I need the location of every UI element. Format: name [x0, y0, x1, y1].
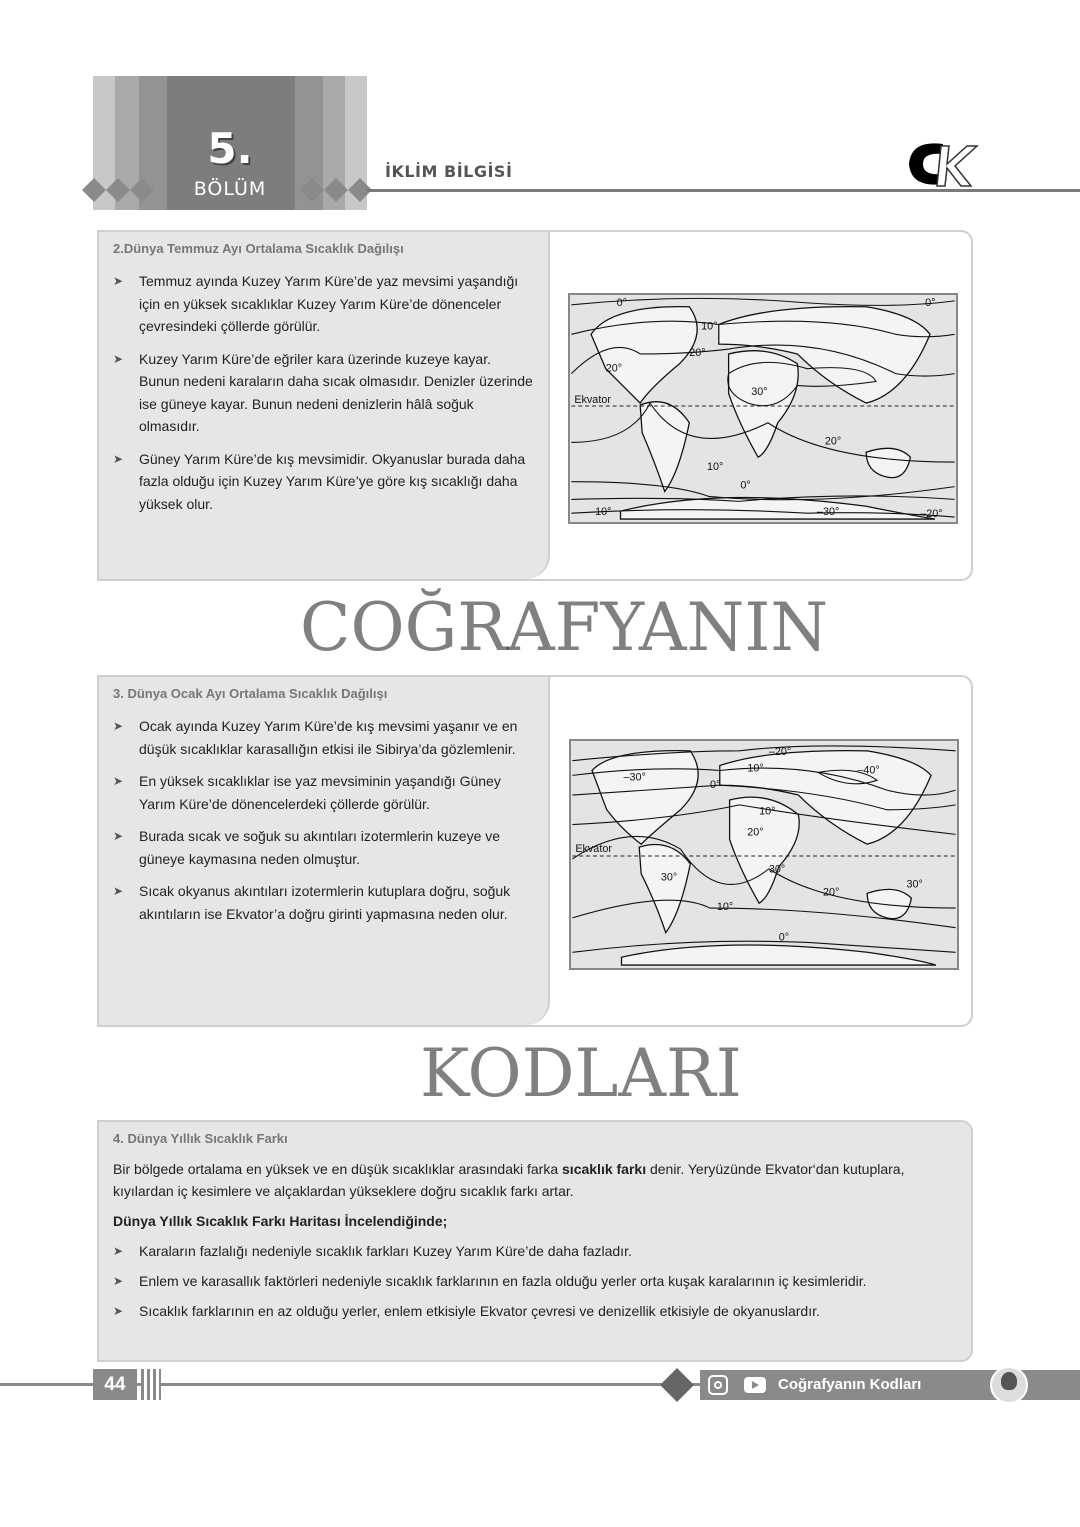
ck-logo	[903, 138, 983, 190]
section-annual-temperature-range	[97, 1120, 973, 1362]
intro-paragraph: Bir bölgede ortalama en yüksek ve en düşük sıcaklıklar arasındaki farka sıcaklık farkı denir. Yeryüzünde Ekvator‘dan kutuplara, kıyılardan iç kesimlere ve alçaklardan yükseklere doğru sıcaklık farkı artar.	[113, 1161, 905, 1199]
january-isotherm-map	[569, 739, 959, 970]
youtube-icon[interactable]	[744, 1377, 766, 1393]
isotherm-label: –40°	[857, 764, 880, 777]
isotherm-label: –10°	[741, 762, 764, 775]
subheading: Dünya Yıllık Sıcaklık Farkı Haritası İncelendiğinde;	[113, 1213, 448, 1229]
bullet-item: ➤ Güney Yarım Küre’de kış mevsimidir. Okyanuslar burada daha fazla olduğu için Kuzey Yarım Küre’ye göre kış sıcaklığı daha yüksek olur.	[113, 448, 533, 516]
bullet-item: ➤ Temmuz ayında Kuzey Yarım Küre’de yaz mevsimi yaşandığı için en yüksek sıcaklıklar Kuzey Yarım Küre’de dönenceler çevresindeki çöllerde görülür.	[113, 270, 533, 338]
section-july-temperature	[97, 230, 973, 581]
arrow-icon: ➤	[113, 884, 124, 898]
instagram-icon[interactable]	[708, 1375, 728, 1395]
isotherm-label: –30°	[623, 771, 646, 784]
isotherm-label: 30°	[751, 386, 768, 399]
section-title: 3. Dünya Ocak Ayı Ortalama Sıcaklık Dağılışı	[113, 686, 388, 701]
isotherm-label: –20°	[768, 745, 792, 758]
isotherm-label: 0°	[778, 931, 790, 944]
arrow-icon: ➤	[113, 1244, 124, 1258]
isotherm-label: –30°	[817, 506, 840, 519]
text-panel	[99, 677, 550, 1025]
arrow-icon: ➤	[113, 274, 124, 288]
isotherm-label: –20°	[920, 508, 943, 521]
isotherm-label: 10°	[701, 320, 718, 333]
isotherm-label: 30°	[660, 871, 678, 884]
section-title: 2.Dünya Temmuz Ayı Ortalama Sıcaklık Dağılışı	[113, 241, 404, 256]
equator-label: Ekvator	[575, 843, 612, 856]
isotherm-label: 10°	[716, 901, 734, 914]
isotherm-label: 20°	[747, 826, 764, 839]
isotherm-label: 20°	[689, 346, 706, 359]
isotherm-label: 0°	[925, 296, 936, 309]
isotherm-label: 0°	[616, 296, 627, 309]
arrow-icon: ➤	[113, 451, 124, 466]
section-january-temperature	[97, 675, 973, 1027]
isotherm-label: –10°	[589, 506, 612, 519]
stripe-decoration	[141, 1369, 161, 1400]
isotherm-label: 20°	[605, 362, 623, 375]
arrow-icon: ➤	[113, 1304, 124, 1318]
arrow-icon: ➤	[113, 774, 124, 788]
july-isotherm-map	[568, 293, 958, 524]
text-panel	[99, 232, 550, 579]
equator-label: Ekvator	[574, 394, 611, 407]
isotherm-label: 20°	[822, 886, 840, 899]
unit-title: İKLİM BİLGİSİ	[385, 162, 513, 181]
chapter-label: BÖLÜM	[193, 178, 267, 200]
isotherm-label: 10°	[706, 460, 724, 473]
bullet-item: ➤ Sıcak okyanus akıntıları izotermlerin kutuplara doğru, soğuk akıntıların ise Ekvator’a doğru girinti yapmasına neden olur.	[113, 880, 533, 925]
isotherm-label: 10°	[759, 805, 776, 818]
bullet-item: ➤ En yüksek sıcaklıklar ise yaz mevsiminin yaşandığı Güney Yarım Küre’de dönencelerdeki çöllerde görülür.	[113, 770, 533, 815]
isotherm-label: 0°	[709, 779, 721, 792]
arrow-icon: ➤	[113, 829, 124, 843]
kr-logo-icon	[660, 1368, 694, 1402]
bullet-item: ➤ Karaların fazlalığı nedeniyle sıcaklık farkları Kuzey Yarım Küre’de daha fazladır.	[113, 1240, 959, 1262]
arrow-icon: ➤	[113, 351, 124, 366]
channel-name: Coğrafyanın Kodları	[778, 1376, 922, 1393]
avatar	[990, 1366, 1028, 1404]
bullet-item: ➤ Burada sıcak ve soğuk su akıntıları izotermlerin kuzeye ve güneye kaymasına neden olmuştur.	[113, 825, 533, 870]
page-number: 44	[93, 1369, 137, 1400]
bullet-item: ➤ Kuzey Yarım Küre’de eğriler kara üzerinde kuzeye kayar. Bunun nedeni karaların daha sıcak olmasıdır. Denizler üzerinde ise güneye kayar. Bunun nedeni denizlerin hâlâ soğuk olmasıdır.	[113, 348, 533, 438]
bullet-item: ➤ Sıcaklık farklarının en az olduğu yerler, enlem etkisiyle Ekvator çevresi ve denizellik etkisiyle de okyanuslardır.	[113, 1300, 959, 1322]
isotherm-label: 20°	[824, 435, 842, 448]
social-bar	[700, 1370, 1080, 1400]
watermark-line2: KODLARI	[420, 1035, 742, 1112]
arrow-icon: ➤	[113, 719, 124, 733]
section-title: 4. Dünya Yıllık Sıcaklık Farkı	[113, 1131, 288, 1146]
arrow-icon: ➤	[113, 1274, 124, 1288]
isotherm-label: 30°	[906, 878, 923, 891]
isotherm-label: 30°	[768, 863, 786, 876]
bullet-item: ➤ Enlem ve karasallık faktörleri nedeniyle sıcaklık farklarının en fazla olduğu yerler orta kuşak karalarının iç kesimleridir.	[113, 1270, 959, 1292]
bullet-item: ➤ Ocak ayında Kuzey Yarım Küre’de kış mevsimi yaşanır ve en düşük sıcaklıklar karasallığın etkisi ile Sibirya’da gözlemlenir.	[113, 715, 533, 760]
chapter-number: 5.	[207, 124, 253, 173]
isotherm-label: 0°	[740, 479, 751, 492]
watermark-line1: COĞRAFYANIN	[300, 589, 829, 666]
